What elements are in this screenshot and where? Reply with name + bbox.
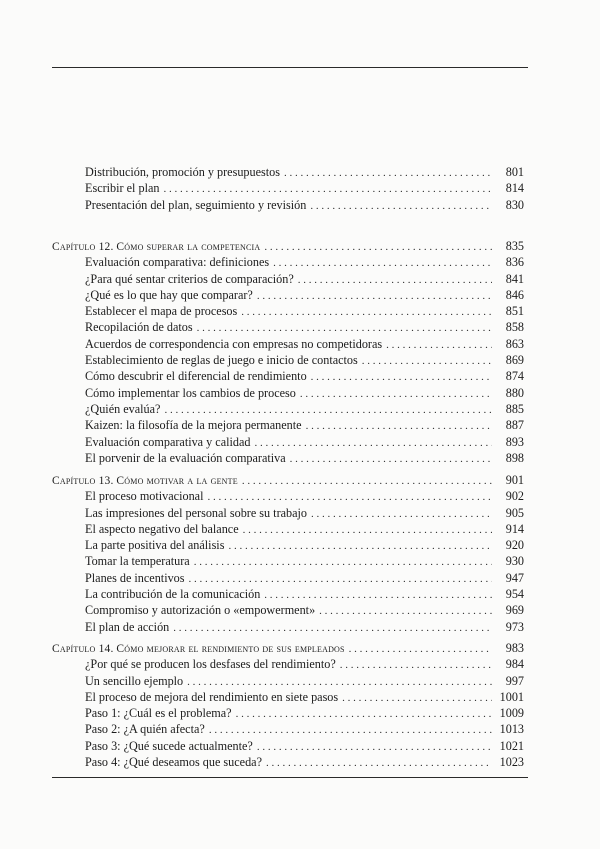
toc-entry[interactable]: [52, 417, 524, 433]
toc-entry-page: 902: [505, 489, 524, 504]
toc-chapter-14: [52, 640, 524, 770]
chapter-heading-title: [52, 473, 242, 489]
toc-entry[interactable]: [52, 602, 524, 618]
chapter-heading-title: [52, 239, 264, 255]
toc-entry[interactable]: [52, 705, 524, 721]
toc-entry[interactable]: [52, 570, 524, 586]
toc-entry[interactable]: [52, 586, 524, 602]
toc-entry-title: Paso 2: ¿A quién afecta?: [85, 722, 205, 737]
toc-entry-title: La contribución de la comunicación: [85, 587, 261, 602]
chapter-prefix: Capítulo 12.: [52, 241, 114, 253]
toc-entry-title: Kaizen: la filosofía de la mejora permanente: [85, 418, 302, 433]
toc-entry-title: El proceso motivacional: [85, 489, 204, 504]
chapter-prefix: Capítulo 13.: [52, 475, 114, 487]
toc-entry-page: 880: [505, 385, 524, 400]
toc-entry-title: Paso 1: ¿Cuál es el problema?: [85, 706, 232, 721]
top-rule: [52, 67, 528, 68]
dot-leader: [311, 506, 492, 522]
toc-entry-page: 887: [505, 418, 524, 433]
dot-leader: [298, 272, 492, 288]
toc-entry[interactable]: [52, 434, 524, 450]
toc-entry-page: 984: [505, 657, 524, 672]
chapter-page: 901: [505, 473, 524, 487]
dot-leader: [257, 739, 492, 755]
dot-leader: [187, 674, 492, 690]
toc-entry-page: 814: [505, 181, 524, 196]
dot-leader: [207, 489, 492, 505]
dot-leader: [349, 641, 492, 657]
toc-entry-title: Recopilación de datos: [85, 320, 193, 335]
toc-entry-page: 954: [505, 587, 524, 602]
chapter-title: Cómo mejorar el rendimiento de sus empleados: [116, 643, 345, 655]
dot-leader: [264, 239, 492, 255]
dot-leader: [264, 587, 492, 603]
chapter-heading[interactable]: [52, 640, 524, 656]
toc-entry[interactable]: [52, 254, 524, 270]
toc-entry[interactable]: [52, 619, 524, 635]
toc-entry[interactable]: [52, 450, 524, 466]
dot-leader: [306, 418, 492, 434]
toc-entry-title: El aspecto negativo del balance: [85, 521, 239, 536]
toc-entry-page: 1023: [499, 755, 524, 770]
toc-entry-page: 1013: [499, 722, 524, 737]
toc-entry[interactable]: [52, 553, 524, 569]
dot-leader: [290, 451, 492, 467]
toc-entry-title: Las impresiones del personal sobre su trabajo: [85, 505, 308, 520]
chapter-heading-title: [52, 641, 349, 657]
toc-entry-page: 920: [505, 538, 524, 553]
toc-entry-page: 973: [505, 619, 524, 634]
toc-entry-title: Evaluación comparativa: definiciones: [85, 255, 270, 270]
toc-entry[interactable]: [52, 738, 524, 754]
toc-entry-page: 898: [505, 450, 524, 465]
toc-entry-title: Un sencillo ejemplo: [85, 673, 184, 688]
dot-leader: [197, 320, 492, 336]
dot-leader: [209, 722, 492, 738]
toc-entry-title: ¿Quién evalúa?: [85, 401, 161, 416]
toc-entry-title: Compromiso y autorización o «empowerment»: [85, 603, 316, 618]
toc-entry-title: Tomar la temperatura: [85, 554, 190, 569]
dot-leader: [163, 181, 492, 197]
dot-leader: [241, 304, 492, 320]
toc-entry[interactable]: [52, 673, 524, 689]
dot-leader: [362, 353, 492, 369]
dot-leader: [386, 337, 492, 353]
toc-entry-page: 846: [505, 287, 524, 302]
dot-leader: [236, 706, 492, 722]
dot-leader: [342, 690, 492, 706]
chapter-title: Cómo motivar a la gente: [116, 475, 238, 487]
toc-entry-title: La parte positiva del análisis: [85, 538, 225, 553]
dot-leader: [273, 255, 492, 271]
dot-leader: [194, 554, 492, 570]
toc-entry-page: 997: [505, 673, 524, 688]
toc-entry[interactable]: [52, 401, 524, 417]
toc-entry-title: Evaluación comparativa y calidad: [85, 434, 251, 449]
toc-entry[interactable]: [52, 271, 524, 287]
toc-entry-title: Distribución, promoción y presupuestos: [85, 165, 280, 179]
toc-entry[interactable]: [52, 689, 524, 705]
dot-leader: [310, 198, 492, 214]
dot-leader: [164, 402, 492, 418]
dot-leader: [242, 473, 492, 489]
toc-entry[interactable]: [52, 488, 524, 504]
chapter-page: 983: [505, 641, 524, 655]
toc-entry[interactable]: [52, 180, 524, 196]
toc-entry-title: Establecer el mapa de procesos: [85, 304, 238, 319]
toc-entry-page: 851: [505, 304, 524, 319]
chapter-title: Cómo superar la competencia: [116, 241, 261, 253]
dot-leader: [257, 288, 492, 304]
toc-entry[interactable]: [52, 164, 524, 180]
toc-entry[interactable]: [52, 754, 524, 770]
toc-entry[interactable]: [52, 385, 524, 401]
toc-entry-page: 930: [505, 554, 524, 569]
toc-entry[interactable]: [52, 521, 524, 537]
toc-entry-page: 1001: [499, 689, 524, 704]
toc-entry-page: 830: [505, 197, 524, 212]
toc-entry[interactable]: [52, 656, 524, 672]
chapter-page: 835: [505, 239, 524, 253]
toc-entry-title: ¿Por qué se producen los desfases del rendimiento?: [85, 657, 336, 672]
toc-entry-title: El plan de acción: [85, 619, 170, 634]
toc-entry[interactable]: [52, 368, 524, 384]
toc-entry[interactable]: [52, 336, 524, 352]
dot-leader: [173, 620, 492, 636]
toc-entry-title: Acuerdos de correspondencia con empresas no competidoras: [85, 336, 383, 351]
toc-entry-title: ¿Para qué sentar criterios de comparación?: [85, 271, 294, 286]
toc-entry-title: Escribir el plan: [85, 181, 160, 196]
dot-leader: [284, 165, 492, 181]
toc-entry[interactable]: [52, 303, 524, 319]
toc-entry-page: 869: [505, 353, 524, 368]
toc-entry-page: 1009: [499, 706, 524, 721]
toc-continuation: [52, 164, 524, 213]
toc-entry-title: ¿Qué es lo que hay que comparar?: [85, 287, 253, 302]
chapter-heading[interactable]: [52, 472, 524, 488]
toc-entry-title: El porvenir de la evaluación comparativa: [85, 450, 286, 465]
toc-entry-title: Establecimiento de reglas de juego e inicio de contactos: [85, 353, 358, 368]
toc-entry[interactable]: [52, 721, 524, 737]
toc-entry-title: Planes de incentivos: [85, 570, 185, 585]
toc-entry[interactable]: [52, 352, 524, 368]
toc-entry[interactable]: [52, 505, 524, 521]
toc-entry-page: 969: [505, 603, 524, 618]
chapter-prefix: Capítulo 14.: [52, 643, 114, 655]
dot-leader: [228, 538, 492, 554]
dot-leader: [319, 603, 492, 619]
toc-entry-page: 836: [505, 255, 524, 270]
toc-entry[interactable]: [52, 537, 524, 553]
toc-entry-page: 1021: [499, 738, 524, 753]
toc-entry-page: 947: [505, 570, 524, 585]
toc-entry-title: Presentación del plan, seguimiento y revisión: [85, 197, 307, 212]
toc-entry-page: 893: [505, 434, 524, 449]
dot-leader: [189, 571, 492, 587]
toc-entry-title: Cómo descubrir el diferencial de rendimiento: [85, 369, 307, 384]
toc-entry-title: Paso 3: ¿Qué sucede actualmente?: [85, 738, 253, 753]
toc-entry[interactable]: [52, 319, 524, 335]
dot-leader: [254, 435, 492, 451]
toc-entry[interactable]: [52, 197, 524, 213]
toc-entry[interactable]: [52, 287, 524, 303]
toc-entry-page: 914: [505, 521, 524, 536]
dot-leader: [311, 369, 492, 385]
dot-leader: [243, 522, 492, 538]
toc-entry-page: 874: [505, 369, 524, 384]
dot-leader: [300, 386, 492, 402]
chapter-heading[interactable]: [52, 238, 524, 254]
toc-entry-title: Cómo implementar los cambios de proceso: [85, 385, 296, 400]
toc-entry-page: 801: [505, 165, 524, 179]
toc-chapter-12: [52, 238, 524, 466]
toc-entry-title: El proceso de mejora del rendimiento en siete pasos: [85, 689, 339, 704]
bottom-rule: [52, 777, 528, 778]
toc-entry-title: Paso 4: ¿Qué deseamos que suceda?: [85, 755, 262, 770]
toc-entry-page: 841: [505, 271, 524, 286]
dot-leader: [266, 755, 492, 771]
toc-entry-page: 905: [505, 505, 524, 520]
toc-entry-page: 858: [505, 320, 524, 335]
dot-leader: [340, 657, 492, 673]
toc-chapter-13: [52, 472, 524, 635]
toc-entry-page: 885: [505, 401, 524, 416]
toc-entry-page: 863: [505, 336, 524, 351]
